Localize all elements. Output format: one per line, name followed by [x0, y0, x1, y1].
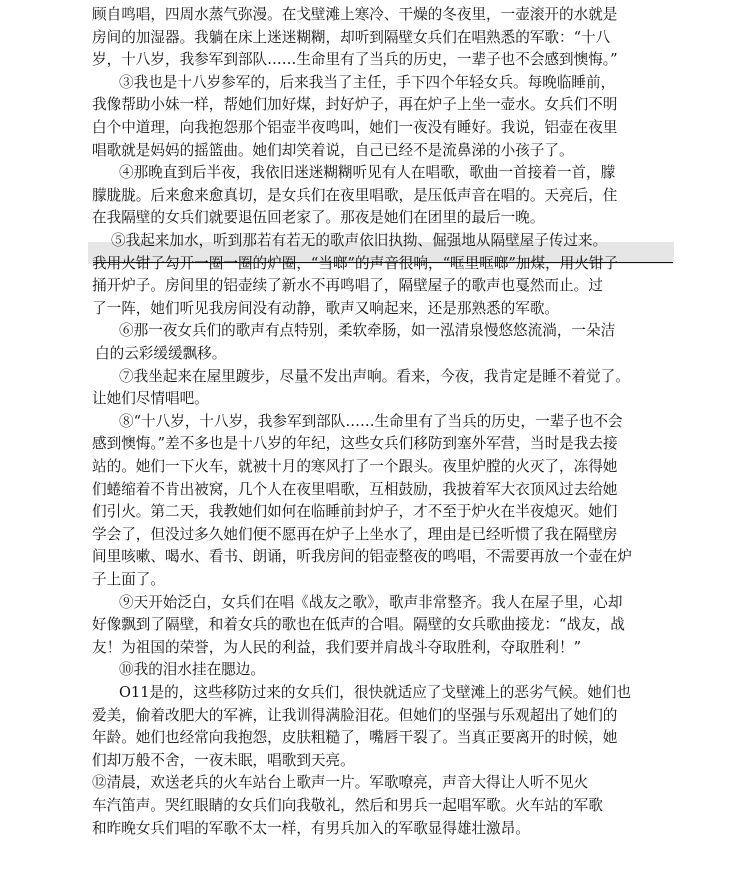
- text-line: ⑤我起来加水，听到那若有若无的歌声依旧执拗、倔强地从隔壁屋子传过来。: [111, 232, 608, 249]
- text-line: ③我也是十八岁参军的，后来我当了主任，手下四个年轻女兵。每晚临睡前，: [119, 73, 616, 91]
- text-line: 学会了，但没过多久她们便不愿再在炉子上坐水了，理由是已经听惯了我在隔壁房: [92, 525, 618, 543]
- text-line: 唱歌就是妈妈的摇篮曲。她们却笑着说，自己已经不是流鼻涕的小孩子了。: [92, 141, 574, 159]
- text-line: 好像飘到了隔壁，和着女兵的歌也在低声的合唱。隔壁的女兵歌曲接龙：“战友，战: [92, 616, 625, 634]
- text-line: 子上面了。: [92, 571, 165, 588]
- text-line: 岁，十八岁，我参军到部队……生命里有了当兵的历史，一辈子也不会感到懊悔。”: [92, 51, 618, 69]
- text-line: 车汽笛声。哭红眼睛的女兵们向我敬礼，然后和男兵一起唱军歌。火车站的军歌: [92, 797, 603, 814]
- text-line: ⑩我的泪水挂在腮边。: [119, 661, 265, 679]
- text-line: 爱美，偷着改肥大的军裤，让我训得满脸泪花。但她们的坚强与乐观超出了她们的: [92, 706, 618, 724]
- text-line: ④那晚直到后半夜，我依旧迷迷糊糊听见有人在唱歌，歌曲一首接着一首，朦: [119, 164, 616, 182]
- text-line: 捅开炉子。房间里的铝壶续了新水不再鸣唱了，隔壁屋子的歌声也戛然而止。过: [92, 277, 603, 295]
- text-line: 间里咳嗽、喝水、看书、朗诵，听我房间的铝壶整夜的鸣唱，不需要再放一个壶在炉: [92, 548, 632, 566]
- text-line: 白个中道理，向我抱怨那个铝壶半夜鸣叫，她们一夜没有睡好。我说，铝壶在夜里: [92, 119, 618, 136]
- text-line: 房间的加湿器。我躺在床上迷迷糊糊，却听到隔壁女兵们在唱熟悉的军歌：“十八: [92, 28, 611, 46]
- text-line: 让她们尽情唱吧。: [92, 390, 209, 408]
- text-line: O11是的，这些移防过来的女兵们，很快就适应了戈壁滩上的恶劣气候。她们也: [119, 684, 632, 701]
- text-line: 们蜷缩着不肯出被窝，几个人在夜里唱歌，互相鼓励，我披着军大衣顶风过去给她: [92, 480, 618, 498]
- text-line: ⑧“十八岁，十八岁，我参军到部队……生命里有了当兵的历史，一辈子也不会: [119, 412, 623, 430]
- text-line: 感到懊悔。”差不多也是十八岁的年纪，这些女兵们移防到塞外军营，当时是我去接: [92, 435, 618, 453]
- text-line: ⑦我坐起来在屋里踱步，尽量不发出声响。看来，今夜，我肯定是睡不着觉了。: [119, 367, 630, 385]
- text-line: 和昨晚女兵们唱的军歌不太一样，有男兵加入的军歌显得雄壮激昂。: [92, 819, 530, 837]
- text-line: ⑫清晨，欢送老兵的火车站台上歌声一片。军歌嘹亮，声音大得让人听不见火: [92, 774, 589, 792]
- text-line: ⑥那一夜女兵们的歌声有点特别，柔软牵肠，如一泓清泉慢悠悠流淌，一朵洁: [119, 322, 616, 340]
- text-line: 了一阵，她们听见我房间没有动静，歌声又响起来，还是那熟悉的军歌。: [92, 299, 560, 317]
- text-line: 们引火。第二天，我教她们如何在临睡前封炉子，才不至于炉火在半夜熄灭。她们: [92, 503, 618, 521]
- text-line: ⑨天开始泛白，女兵们在唱《战友之歌》，歌声非常整齐。我人在屋子里，心却: [119, 593, 623, 611]
- text-line: 我用火钳子勾开一圈一圈的炉圈，“当啷”的声音很响，“哐里哐啷”加煤，用火钳子: [92, 254, 619, 272]
- text-line: 我像帮助小妹一样，帮她们加好煤，封好炉子，再在炉子上坐一壶水。女兵们不明: [92, 96, 618, 114]
- text-line: 年龄。她们也经常向我抱怨，皮肤粗糙了，嘴唇干裂了。当真正要离开的时候，她: [92, 729, 618, 747]
- text-line: 们却万般不舍，一夜未眠，唱歌到天亮。: [92, 751, 355, 769]
- text-line: 友！为祖国的荣誉，为人民的利益，我们要并肩战斗夺取胜利，夺取胜利！”: [92, 638, 582, 656]
- text-line: 顾自鸣唱，四周水蒸气弥漫。在戈壁滩上寒冷、干燥的冬夜里，一壶滚开的水就是: [92, 6, 618, 23]
- text-line: 白的云彩缓缓飘移。: [95, 345, 227, 362]
- text-line: 朦胧胧。后来愈来愈真切，是女兵们在夜里唱歌，是压低声音在唱的。天亮后，住: [92, 186, 618, 204]
- text-line: 在我隔壁的女兵们就要退伍回老家了。那夜是她们在团里的最后一晚。: [92, 209, 545, 227]
- text-line: 站的。她们一下火车，就被十月的寒风打了一个跟头。夜里炉膛的火灭了，冻得她: [92, 458, 618, 475]
